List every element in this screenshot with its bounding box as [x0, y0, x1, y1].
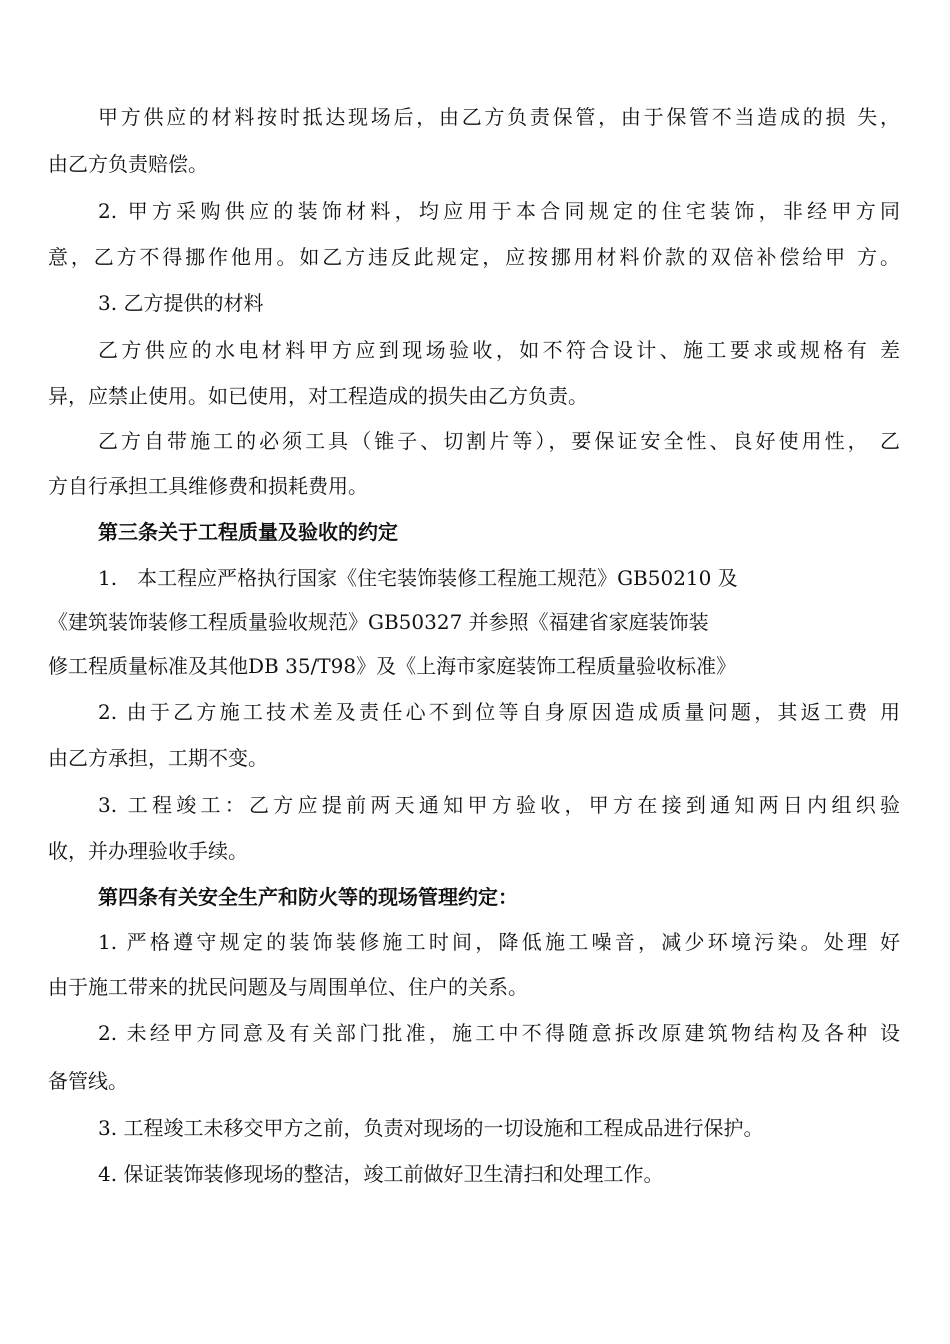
- paragraph-line: 意，乙方不得挪作他用。如乙方违反此规定，应按挪用材料价款的双倍补偿给甲 方。: [48, 245, 900, 269]
- paragraph-line: 1. 本工程应严格执行国家《住宅装饰装修工程施工规范》GB50210 及: [98, 566, 738, 590]
- paragraph-line: 由乙方承担，工期不变。: [48, 746, 268, 770]
- paragraph-line: 备管线。: [48, 1069, 128, 1093]
- paragraph-line: 3. 工程竣工未移交甲方之前，负责对现场的一切设施和工程成品进行保护。: [98, 1116, 764, 1140]
- paragraph-line: 收，并办理验收手续。: [48, 839, 248, 863]
- paragraph-line: 异，应禁止使用。如已使用，对工程造成的损失由乙方负责。: [48, 384, 588, 408]
- paragraph-line: 3. 乙方提供的材料: [98, 291, 264, 315]
- paragraph-line: 2. 甲方采购供应的装饰材料，均应用于本合同规定的住宅装饰，非经甲方同: [98, 199, 900, 223]
- section-heading: 第四条有关安全生产和防火等的现场管理约定：: [98, 885, 518, 909]
- paragraph-line: 甲方供应的材料按时抵达现场后，由乙方负责保管，由于保管不当造成的损 失，: [98, 105, 900, 129]
- paragraph-line: 1. 严格遵守规定的装饰装修施工时间，降低施工噪音，减少环境污染。处理 好: [98, 930, 900, 954]
- paragraph-line: 乙方供应的水电材料甲方应到现场验收，如不符合设计、施工要求或规格有 差: [98, 338, 900, 362]
- paragraph-line: 2. 未经甲方同意及有关部门批准，施工中不得随意拆改原建筑物结构及各种 设: [98, 1021, 900, 1045]
- section-heading: 第三条关于工程质量及验收的约定: [98, 520, 398, 544]
- paragraph-line: 《建筑装饰装修工程质量验收规范》GB50327 并参照《福建省家庭装饰装: [48, 610, 709, 634]
- paragraph-line: 修工程质量标准及其他DB 35/T98》及《上海市家庭装饰工程质量验收标准》: [48, 654, 737, 678]
- paragraph-line: 3. 工程竣工：乙方应提前两天通知甲方验收，甲方在接到通知两日内组织验: [98, 793, 900, 817]
- paragraph-line: 乙方自带施工的必须工具（锥子、切割片等），要保证安全性、良好使用性， 乙: [98, 429, 900, 453]
- paragraph-line: 由乙方负责赔偿。: [48, 152, 208, 176]
- paragraph-line: 4. 保证装饰装修现场的整洁，竣工前做好卫生清扫和处理工作。: [98, 1162, 664, 1186]
- paragraph-line: 由于施工带来的扰民问题及与周围单位、住户的关系。: [48, 975, 528, 999]
- paragraph-line: 2. 由于乙方施工技术差及责任心不到位等自身原因造成质量问题，其返工费 用: [98, 700, 900, 724]
- paragraph-line: 方自行承担工具维修费和损耗费用。: [48, 474, 368, 498]
